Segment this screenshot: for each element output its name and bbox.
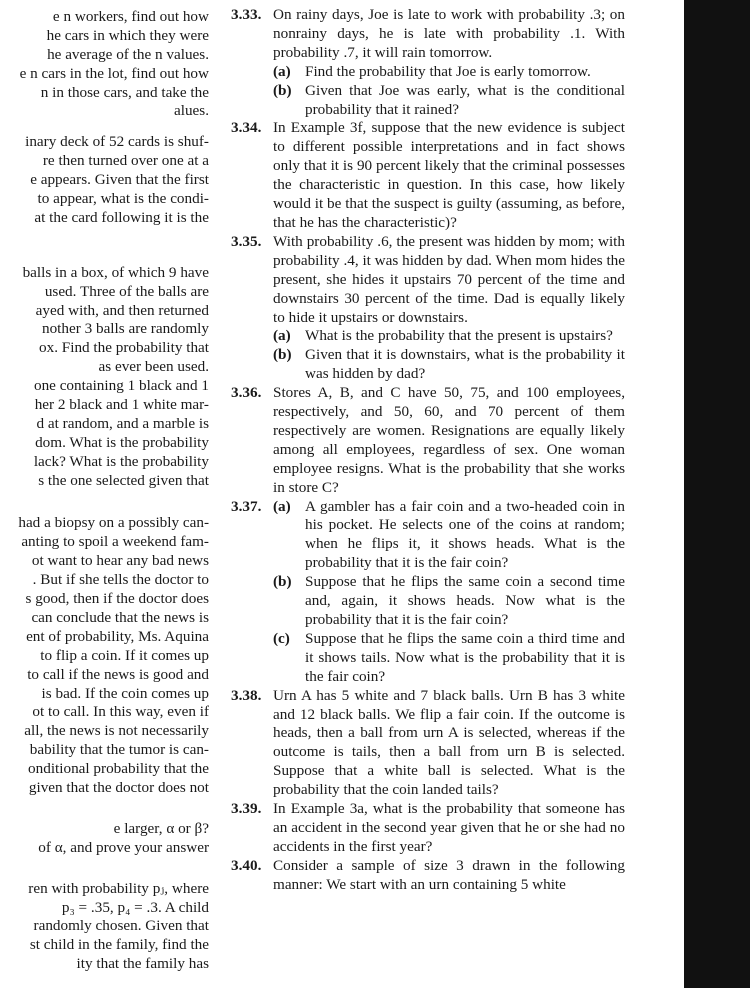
left-line: alues.: [173, 102, 209, 120]
problem-3-40: [231, 857, 625, 895]
left-line: . But if she tells the doctor to: [32, 571, 209, 589]
part-label: (a): [273, 62, 291, 80]
problem-text: With probability .6, the present was hidden by mom; with probability .4, it was hidden by dad. When mom hides the present, she hides it upstairs 70 percent of the time and downstairs 30 percent of the time. Dad is equally likely to hide it upstairs or downstairs.: [273, 232, 625, 326]
problem-part: [273, 498, 625, 574]
problem-3-33: [231, 6, 625, 119]
part-label: (b): [273, 573, 292, 591]
problem-number: 3.36.: [231, 384, 262, 402]
left-line: of α, and prove your answer: [38, 838, 209, 856]
left-line: can conclude that the news is: [31, 608, 209, 626]
part-label: (b): [273, 346, 292, 364]
left-line: n in those cars, and take the: [40, 83, 209, 101]
left-line: ity that the family has: [76, 955, 209, 973]
left-line: to call if the news is good and: [27, 665, 209, 683]
left-line: e larger, α or β?: [113, 819, 209, 837]
left-gap: [0, 228, 209, 264]
problem-part: [273, 630, 625, 687]
left-line: he average of the n values.: [47, 45, 209, 63]
left-line: balls in a box, of which 9 have: [22, 263, 209, 281]
left-line: p₃ = .35, p₄ = .3. A child: [61, 898, 209, 916]
left-line: dom. What is the probability: [35, 433, 209, 451]
left-line: is bad. If the coin comes up: [41, 684, 209, 702]
left-line: at the card following it is the: [34, 208, 209, 226]
problem-part: [273, 346, 625, 384]
left-line: randomly chosen. Given that: [33, 917, 209, 935]
left-line: inary deck of 52 cards is shuf-: [25, 133, 209, 151]
left-line: ox. Find the probability that: [39, 339, 209, 357]
left-line: lack? What is the probability: [33, 452, 209, 470]
problem-number: 3.39.: [231, 800, 262, 818]
part-label: (a): [273, 327, 291, 345]
part-text: A gambler has a fair coin and a two-headed coin in his pocket. He selects one of the coins at random; when he flips it, it shows heads. What is the probability that it is the fair coin?: [305, 497, 625, 572]
page-edge-shadow: [684, 0, 750, 988]
problem-text: Stores A, B, and C have 50, 75, and 100 employees, respectively, and 50, 60, and 70 percent of them respectively are women. Resignations are equally likely among all employees, regardless of sex. One woman employee resigns. What is the probability that she works in store C?: [273, 384, 625, 496]
problem-number: 3.33.: [231, 6, 262, 23]
left-line: ent of probability, Ms. Aquina: [26, 627, 209, 645]
problem-3-37: [231, 498, 625, 687]
left-line: ot want to hear any bad news: [31, 552, 209, 570]
problem-number: 3.40.: [231, 856, 262, 874]
left-line: e appears. Given that the first: [30, 171, 209, 189]
left-line: ren with probability pⱼ, where: [28, 879, 209, 897]
problem-3-35: [231, 233, 625, 384]
left-gap: [0, 858, 209, 880]
part-text: Suppose that he flips the same coin a third time and it shows tails. Now what is the probability that it is the fair coin?: [305, 629, 625, 685]
problem-text: On rainy days, Joe is late to work with probability .3; on nonrainy days, he is late with probability .1. With probability .7, it will rain tomorrow.: [273, 6, 625, 61]
problem-3-36: [231, 384, 625, 497]
left-line: to appear, what is the condi-: [37, 190, 209, 208]
left-line: nother 3 balls are randomly: [41, 320, 209, 338]
right-column: [231, 6, 625, 895]
problem-text: Urn A has 5 white and 7 black balls. Urn B has 3 white and 12 black balls. We flip a fair coin. If the outcome is heads, then a ball from urn A is selected, whereas if the outcome is tails, then a ball from urn B is selected. Suppose that a white ball is selected. What is the probability that the coin landed tails?: [273, 686, 625, 799]
problem-number: 3.38.: [231, 686, 262, 704]
left-line: s the one selected given that: [38, 471, 209, 489]
part-label: (c): [273, 629, 290, 647]
problem-number: 3.34.: [231, 119, 262, 137]
left-line: e n workers, find out how: [52, 8, 209, 25]
left-gap: [0, 121, 209, 133]
part-label: (a): [273, 497, 291, 515]
left-line: all, the news is not necessarily: [24, 722, 209, 740]
left-line: her 2 black and 1 white mar-: [34, 396, 209, 414]
part-text: Given that it is downstairs, what is the probability it was hidden by dad?: [305, 346, 625, 383]
left-column-fragment: [0, 8, 209, 974]
left-line: d at random, and a marble is: [36, 414, 209, 432]
left-line: re then turned over one at a: [42, 152, 209, 170]
left-line: as ever been used.: [98, 358, 209, 376]
left-line: ot to call. In this way, even if: [32, 703, 209, 721]
left-line: had a biopsy on a possibly can-: [18, 514, 209, 532]
problem-text: In Example 3f, suppose that the new evidence is subject to different possible interpretations and in fact shows only that it is 90 percent likely that the criminal possesses the characteristic in question. In this case, how likely would it be that the suspect is guilty (assuming, as before, that he has the characteristic)?: [273, 119, 625, 231]
problem-part: [273, 82, 625, 120]
problem-number: 3.37.: [231, 497, 262, 515]
left-line: st child in the family, find the: [29, 936, 209, 954]
problem-3-39: [231, 800, 625, 857]
problem-text: Consider a sample of size 3 drawn in the following manner: We start with an urn containing 5 white: [273, 856, 625, 893]
problem-number: 3.35.: [231, 232, 262, 250]
left-line: ayed with, and then returned: [35, 301, 209, 319]
left-line: he cars in which they were: [46, 26, 209, 44]
left-line: to flip a coin. If it comes up: [40, 646, 209, 664]
part-text: Given that Joe was early, what is the conditional probability that it rained?: [305, 81, 625, 118]
left-line: given that the doctor does not: [28, 778, 209, 796]
part-text: Suppose that he flips the same coin a second time and, again, it shows heads. Now what is the probability that it is the fair coin?: [305, 573, 625, 628]
part-text: Find the probability that Joe is early tomorrow.: [305, 62, 591, 80]
part-text: What is the probability that the present is upstairs?: [305, 327, 613, 345]
left-line: s good, then if the doctor does: [25, 590, 209, 608]
problem-part: [273, 327, 625, 346]
left-line: e n cars in the lot, find out how: [19, 64, 209, 82]
part-label: (b): [273, 81, 292, 99]
problem-part: [273, 573, 625, 630]
left-line: used. Three of the balls are: [44, 282, 209, 300]
left-line: anting to spoil a weekend fam-: [21, 533, 209, 551]
left-line: one containing 1 black and 1: [33, 377, 209, 395]
problem-3-38: [231, 687, 625, 800]
problem-3-34: [231, 119, 625, 232]
left-gap: [0, 798, 209, 820]
left-line: onditional probability that the: [28, 760, 209, 778]
problem-part: [273, 63, 625, 82]
left-line: bability that the tumor is can-: [29, 741, 209, 759]
left-gap: [0, 490, 209, 514]
problem-text: In Example 3a, what is the probability that someone has an accident in the second year given that he or she had no accidents in the first year?: [273, 800, 625, 855]
